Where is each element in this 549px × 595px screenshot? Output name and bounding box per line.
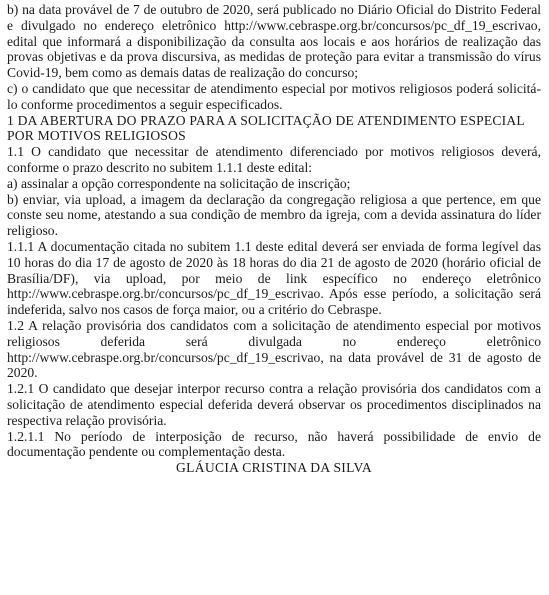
- signature-name: GLÁUCIA CRISTINA DA SILVA: [176, 460, 372, 476]
- paragraph-1-2-1-1: 1.2.1.1 No período de interposição de recurso, não haverá possibilidade de envio de documentação pendente ou complementação desta.: [7, 428, 541, 460]
- item-c-atendimento-religioso: c) o candidato que que necessitar de atendimento especial por motivos religiosos poderá solicitá-lo conforme procedimentos a seguir especificados.: [7, 80, 541, 112]
- item-1-1-b: b) enviar, via upload, a imagem da declaração da congregação religiosa a que pertence, em que conste seu nome, atestando a sua condição de membro da igreja, com a devida assinatura do líder religioso.: [7, 191, 541, 239]
- paragraph-1-2-1: 1.2.1 O candidato que desejar interpor recurso contra a relação provisória dos candidatos com a solicitação de atendimento especial deferida deverá observar os procedimentos disciplinados na respectiva relação provisória.: [7, 381, 541, 428]
- paragraph-1-1: 1.1 O candidato que necessitar de atendimento diferenciado por motivos religiosos deverá, conforme o prazo descrito no subitem 1.1.1 deste edital:: [7, 144, 541, 175]
- paragraph-1-2: 1.2 A relação provisória dos candidatos com a solicitação de atendimento especial por motivos religiosos deferida será divulgada no endereço eletrônico http://www.cebraspe.org.br/concursos/pc_df_19_escrivao, na data provável de 31 de agosto de 2020.: [7, 317, 541, 381]
- paragraph-1-1-1: 1.1.1 A documentação citada no subitem 1.1 deste edital deverá ser enviada de forma legível das 10 horas do dia 17 de agosto de 2020 às 18 horas do dia 21 de agosto de 2020 (horário oficial de Brasília/DF), via upload, por meio de link específico no endereço eletrônico http://www.cebraspe.org.br/concursos/pc_df_19_escrivao. Após esse período, a solicitação será indeferida, salvo nos casos de força maior, ou a critério do Cebraspe.: [7, 238, 541, 318]
- item-1-1-a: a) assinalar a opção correspondente na solicitação de inscrição;: [7, 175, 351, 191]
- item-b-publicacao: b) na data provável de 7 de outubro de 2020, será publicado no Diário Oficial do Distrito Federal e divulgado no endereço eletrônico http://www.cebraspe.org.br/concursos/pc_df_19_escrivao, edital que informará a disponibilização da consulta aos locais e aos horários de realização das provas objetivas e da prova discursiva, as medidas de proteção para evitar a transmissão do vírus Covid-19, bem como as demais datas de realização do concurso;: [7, 2, 541, 81]
- section-heading: 1 DA ABERTURA DO PRAZO PARA A SOLICITAÇÃO DE ATENDIMENTO ESPECIAL POR MOTIVOS RELIGIOSOS: [7, 112, 525, 144]
